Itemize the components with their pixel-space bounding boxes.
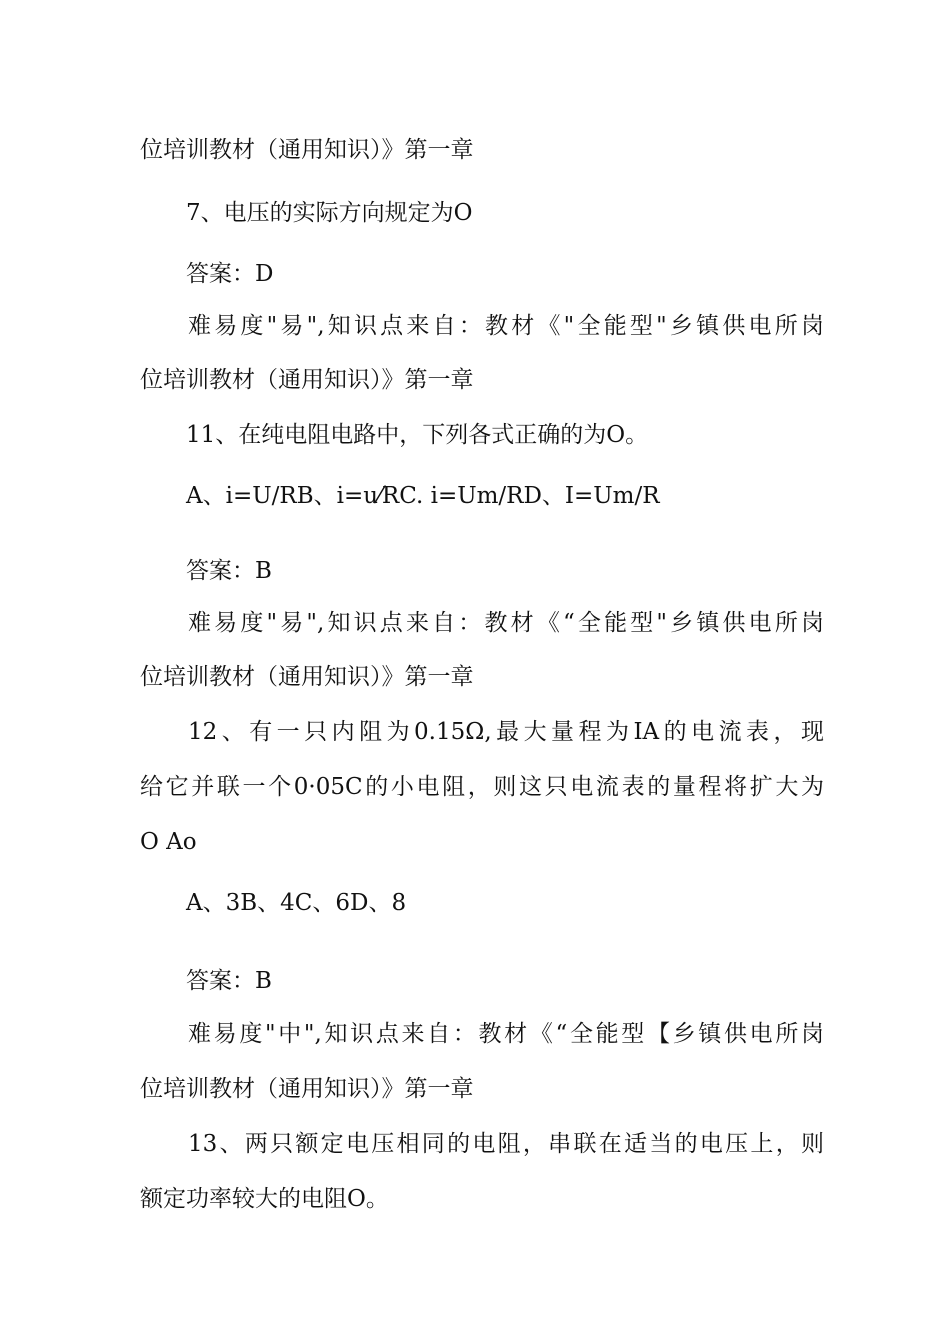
question-12-cont: 给它并联一个0·05C的小电阻，则这只电流表的量程将扩大为: [140, 774, 824, 800]
question-11: 11、在纯电阻电路中，下列各式正确的为O。: [186, 422, 649, 448]
difficulty-note: 难易度"易",知识点来自：教材《“全能型"乡镇供电所岗: [188, 610, 824, 636]
question-13: 13、两只额定电压相同的电阻，串联在适当的电压上，则: [188, 1131, 824, 1157]
question-12: 12、有一只内阻为0.15Ω,最大量程为IA的电流表，现: [188, 719, 824, 745]
text-line: 位培训教材（通用知识）》第一章: [140, 137, 474, 163]
difficulty-note: 难易度"中",知识点来自：教材《“全能型【乡镇供电所岗: [188, 1021, 824, 1047]
options-12: A、3B、4C、6D、8: [186, 890, 407, 916]
question-13-cont: 额定功率较大的电阻O。: [140, 1186, 389, 1212]
answer-11: 答案：B: [186, 558, 272, 584]
options-11: A、i=U/RB、i=u⁄RC. i=Um/RD、I=Um/R: [186, 483, 660, 509]
text-line: 位培训教材（通用知识）》第一章: [140, 1076, 474, 1102]
question-7: 7、电压的实际方向规定为O: [186, 200, 473, 226]
text-line: 位培训教材（通用知识）》第一章: [140, 664, 474, 690]
answer-7: 答案：D: [186, 261, 274, 287]
difficulty-note: 难易度"易",知识点来自：教材《"全能型"乡镇供电所岗: [188, 313, 824, 339]
answer-12: 答案：B: [186, 968, 272, 994]
text-line: 位培训教材（通用知识）》第一章: [140, 367, 474, 393]
question-12-cont: O Ao: [140, 829, 197, 855]
